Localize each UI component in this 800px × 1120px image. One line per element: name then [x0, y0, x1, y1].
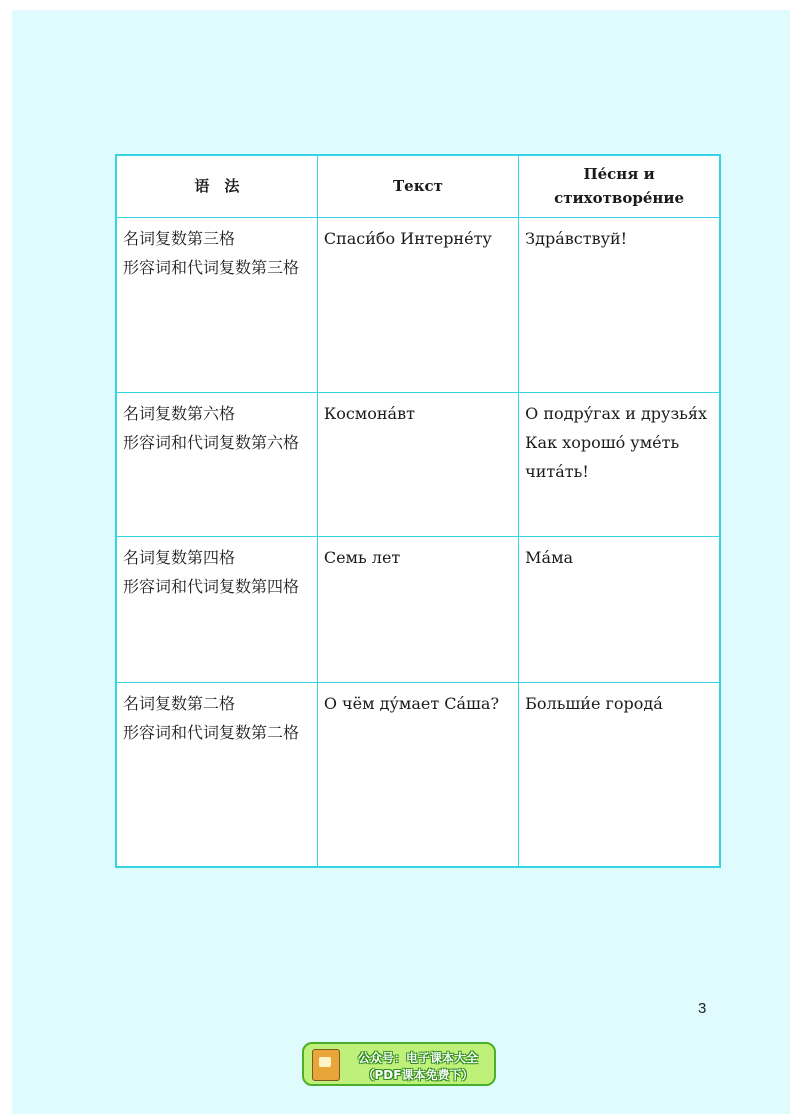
text-cell: Спаси́бо Интерне́ту — [317, 217, 518, 392]
badge-line-2: （PDF课本免费下） — [362, 1068, 474, 1082]
book-icon — [312, 1049, 340, 1081]
table-row — [116, 392, 720, 536]
grammar-line: 名词复数第三格 — [123, 228, 236, 248]
page-number: 3 — [698, 1000, 707, 1017]
grammar-cell — [116, 392, 317, 536]
grammar-cell — [116, 217, 317, 392]
header-song-line: стихотворе́ние — [554, 189, 685, 208]
song-line: О подру́гах и друзья́х — [525, 403, 708, 423]
grammar-line: 名词复数第四格 — [123, 547, 236, 567]
grammar-line: 形容词和代词复数第三格 — [123, 257, 300, 277]
song-cell — [519, 217, 720, 392]
watermark-badge — [302, 1042, 496, 1086]
text-cell: Семь лет — [317, 536, 518, 682]
song-cell — [519, 392, 720, 536]
song-line: Как хорошо́ уме́ть — [525, 432, 680, 452]
grammar-cell — [116, 682, 317, 867]
song-cell — [519, 682, 720, 867]
table-row — [116, 682, 720, 867]
header-song — [519, 155, 720, 217]
table-row — [116, 217, 720, 392]
grammar-line: 名词复数第六格 — [123, 403, 236, 423]
text-cell: Космона́вт — [317, 392, 518, 536]
table-header-row — [116, 155, 720, 217]
grammar-line: 名词复数第二格 — [123, 693, 236, 713]
header-text: Текст — [317, 155, 518, 217]
grammar-line: 形容词和代词复数第四格 — [123, 576, 300, 596]
badge-line-1: 公众号：电子课本大全 — [357, 1051, 478, 1065]
text-cell: О чём ду́мает Са́ша? — [317, 682, 518, 867]
contents-table — [115, 154, 721, 868]
textbook-page — [12, 10, 790, 1114]
song-line: Больши́е города́ — [525, 693, 663, 713]
header-grammar: 语 法 — [116, 155, 317, 217]
header-song-line: Пе́сня и — [583, 165, 655, 184]
song-line: Ма́ма — [525, 547, 574, 567]
song-line: чита́ть! — [525, 461, 589, 481]
table-row — [116, 536, 720, 682]
song-line: Здра́вствуй! — [525, 228, 628, 248]
grammar-line: 形容词和代词复数第六格 — [123, 432, 300, 452]
song-cell — [519, 536, 720, 682]
grammar-line: 形容词和代词复数第二格 — [123, 722, 300, 742]
grammar-cell — [116, 536, 317, 682]
